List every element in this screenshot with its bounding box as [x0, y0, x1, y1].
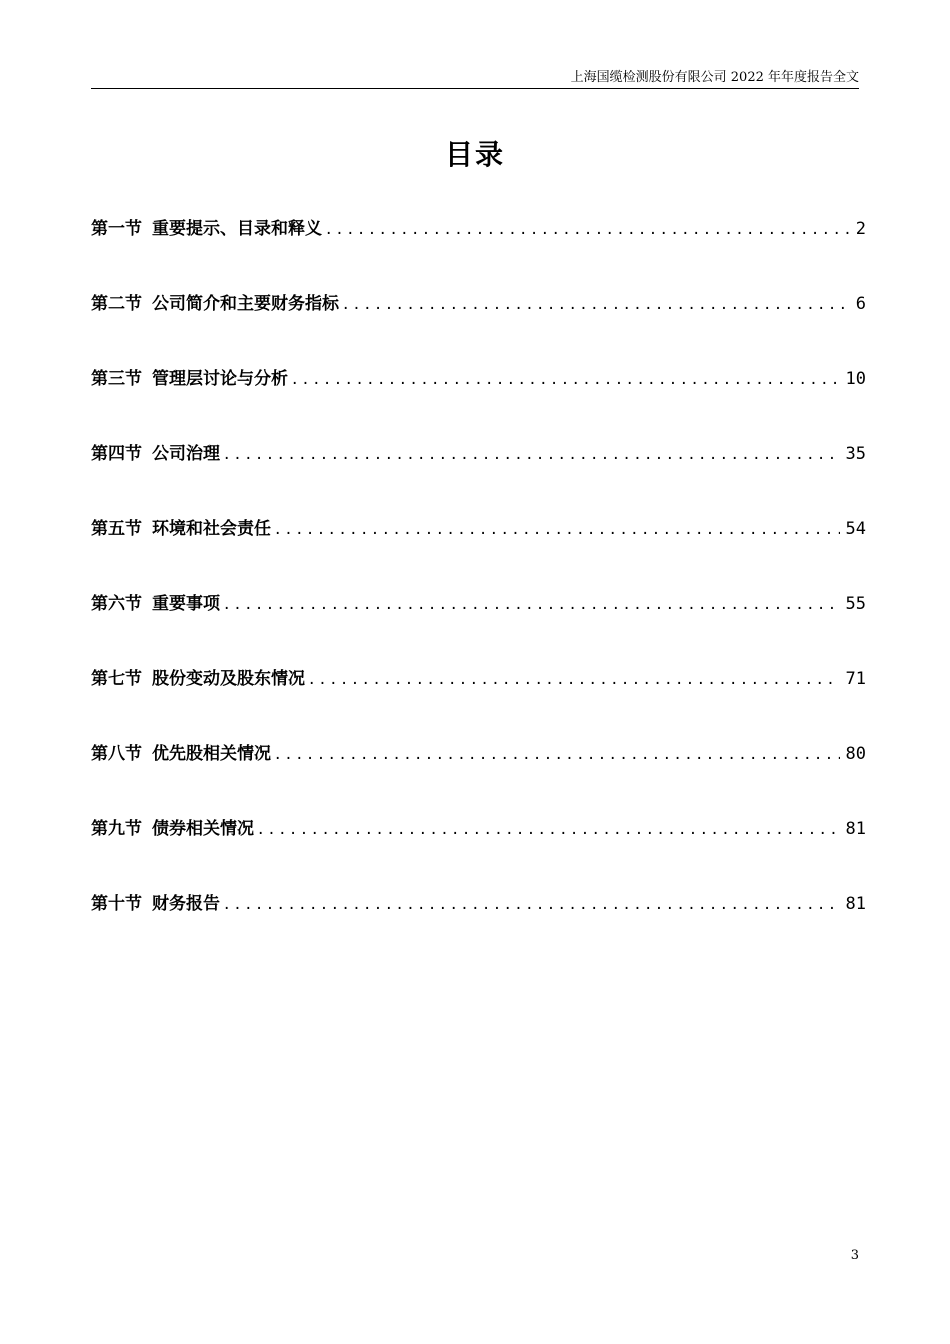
toc-section-name: 重要事项 — [152, 594, 220, 614]
toc-page-number: 81 — [845, 819, 866, 839]
header-rule — [91, 88, 859, 89]
dot-leader — [258, 819, 840, 839]
toc-page-number: 2 — [855, 219, 866, 239]
toc-section-label: 第十节 — [91, 894, 142, 914]
page-title: 目录 — [444, 138, 505, 171]
toc-section-label: 第二节 — [91, 294, 142, 314]
toc-entry-6[interactable] — [91, 589, 866, 664]
toc-section-label: 第六节 — [91, 594, 142, 614]
toc-section-label: 第八节 — [91, 744, 142, 764]
dot-leader — [326, 219, 850, 239]
toc-page-number: 54 — [845, 519, 866, 539]
toc-entry-8[interactable] — [91, 739, 866, 814]
dot-leader — [224, 594, 840, 614]
toc-entry-2[interactable] — [91, 289, 866, 364]
toc-entry-3[interactable] — [91, 364, 866, 439]
toc-entry-5[interactable] — [91, 514, 866, 589]
toc-section-name: 股份变动及股东情况 — [152, 669, 305, 689]
toc-section-label: 第九节 — [91, 819, 142, 839]
toc-page-number: 6 — [855, 294, 866, 314]
toc-entry-7[interactable] — [91, 664, 866, 739]
toc-entry-10[interactable] — [91, 889, 866, 964]
toc-entry-1[interactable] — [91, 214, 866, 289]
toc-section-label: 第五节 — [91, 519, 142, 539]
table-of-contents — [91, 214, 866, 964]
toc-section-label: 第三节 — [91, 369, 142, 389]
toc-section-label: 第一节 — [91, 219, 142, 239]
dot-leader — [275, 519, 840, 539]
toc-section-name: 优先股相关情况 — [152, 744, 271, 764]
toc-section-name: 环境和社会责任 — [152, 519, 271, 539]
page-number: 3 — [850, 1248, 859, 1263]
toc-page-number: 10 — [845, 369, 866, 389]
toc-page-number: 80 — [845, 744, 866, 764]
toc-section-label: 第七节 — [91, 669, 142, 689]
toc-page-number: 81 — [845, 894, 866, 914]
running-header: 上海国缆检测股份有限公司 2022 年年度报告全文 — [570, 70, 859, 85]
toc-entry-4[interactable] — [91, 439, 866, 514]
dot-leader — [343, 294, 850, 314]
toc-section-name: 公司治理 — [152, 444, 220, 464]
dot-leader — [309, 669, 840, 689]
dot-leader — [224, 444, 840, 464]
toc-page-number: 55 — [845, 594, 866, 614]
toc-section-name: 公司简介和主要财务指标 — [152, 294, 339, 314]
toc-page-number: 71 — [845, 669, 866, 689]
toc-section-name: 财务报告 — [152, 894, 220, 914]
toc-page-number: 35 — [845, 444, 866, 464]
dot-leader — [275, 744, 840, 764]
dot-leader — [292, 369, 840, 389]
toc-section-label: 第四节 — [91, 444, 142, 464]
toc-entry-9[interactable] — [91, 814, 866, 889]
toc-section-name: 管理层讨论与分析 — [152, 369, 288, 389]
toc-section-name: 债券相关情况 — [152, 819, 254, 839]
dot-leader — [224, 894, 840, 914]
toc-section-name: 重要提示、目录和释义 — [152, 219, 322, 239]
